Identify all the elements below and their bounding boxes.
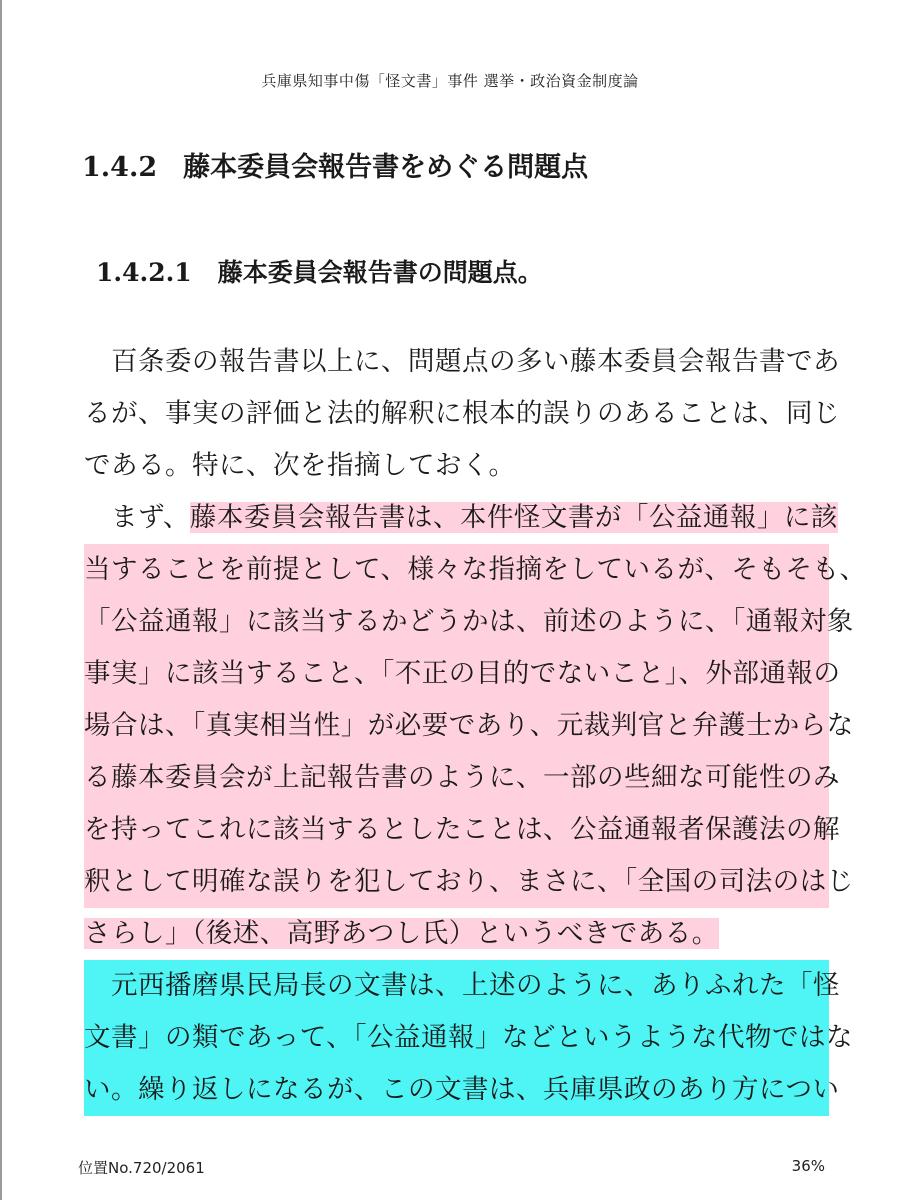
text-line: るが、事実の評価と法的解釈に根本的誤りのあることは、同じ (84, 398, 840, 429)
page-edge (0, 0, 2, 1200)
highlight-pink[interactable]: さらし」（後述、高野あつし氏）というべきである。 (84, 918, 719, 949)
section-title: 藤本委員会報告書をめぐる問題点 (183, 152, 589, 183)
highlight-pink[interactable]: 藤本委員会報告書は、本件怪文書が「公益通報」に該 (189, 502, 838, 533)
body-text[interactable] (84, 336, 867, 1116)
highlight-pink[interactable]: る藤本委員会が上記報告書のように、一部の些細な可能性のみ (84, 752, 829, 804)
highlight-pink[interactable]: 釈として明確な誤りを犯しており、まさに、「全国の司法のはじ (84, 856, 829, 908)
text-line (84, 908, 829, 960)
text-line: である。特に、次を指摘しておく。 (84, 450, 516, 481)
highlight-cyan[interactable]: い。繰り返しになるが、この文書は、兵庫県政のあり方につい (84, 1064, 829, 1116)
text-line: 百条委の報告書以上に、問題点の多い藤本委員会報告書であ (111, 346, 840, 377)
text-line: まず、藤本委員会報告書は、本件怪文書が「公益通報」に該 (111, 502, 838, 533)
highlight-pink[interactable]: 場合は、「真実相当性」が必要であり、元裁判官と弁護士からな (84, 700, 829, 752)
section-heading (82, 145, 588, 184)
location-indicator: 位置No.720/2061 (78, 1159, 205, 1177)
highlight-pink[interactable]: 「公益通報」に該当するかどうかは、前述のように、「通報対象 (84, 596, 829, 648)
highlight-pink[interactable]: 事実」に該当すること、「不正の目的でないこと」、外部通報の (84, 648, 829, 700)
highlight-cyan[interactable]: 元西播磨県民局長の文書は、上述のように、ありふれた「怪 (84, 960, 829, 1012)
subsection-number: 1.4.2.1 (96, 258, 192, 287)
running-header: 兵庫県知事中傷「怪文書」事件 選挙・政治資金制度論 (261, 72, 639, 90)
highlight-pink[interactable]: 当することを前提として、様々な指摘をしているが、そもそも、 (84, 544, 829, 596)
section-number: 1.4.2 (82, 152, 158, 183)
highlight-cyan[interactable]: 文書」の類であって、「公益通報」などというような代物ではな (84, 1012, 829, 1064)
subsection-heading (96, 253, 543, 289)
reading-progress: 36% (791, 1157, 825, 1175)
highlight-pink[interactable]: を持ってこれに該当するとしたことは、公益通報者保護法の解 (84, 804, 829, 856)
subsection-title: 藤本委員会報告書の問題点。 (217, 258, 543, 287)
